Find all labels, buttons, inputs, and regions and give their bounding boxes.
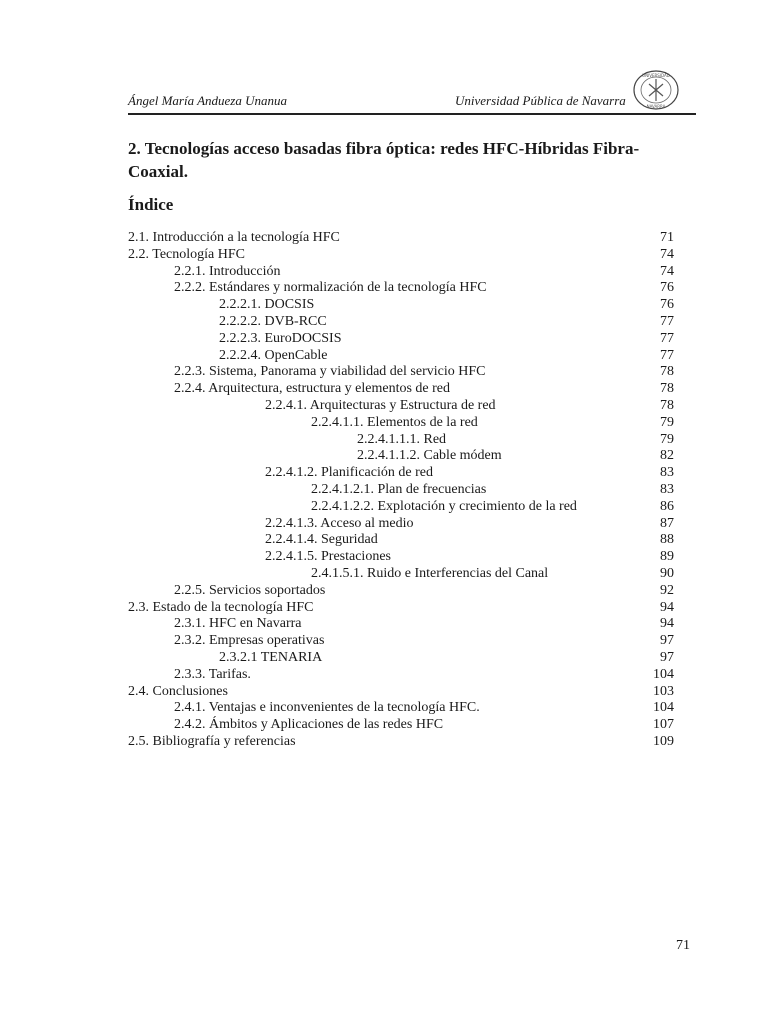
author-name: Ángel María Andueza Unanua <box>128 93 287 108</box>
toc-entry-label: 2.2. Tecnología HFC <box>128 246 245 262</box>
toc-entry <box>128 650 674 667</box>
toc-entry <box>128 600 674 617</box>
toc-entry <box>128 482 674 499</box>
university-name: Universidad Pública de Navarra <box>455 93 626 108</box>
toc-entry-page: 77 <box>660 330 674 346</box>
toc-entry-page: 78 <box>660 397 674 413</box>
toc-entry <box>128 499 674 516</box>
toc-entry-page: 97 <box>660 649 674 665</box>
toc-entry <box>128 532 674 549</box>
toc-entry-page: 104 <box>653 666 674 682</box>
toc-entry-page: 83 <box>660 481 674 497</box>
toc-entry <box>128 415 674 432</box>
toc-entry <box>128 700 674 717</box>
toc-entry-label: 2.4.1. Ventajas e inconvenientes de la tecnología HFC. <box>174 700 480 716</box>
toc-entry <box>128 432 674 449</box>
toc-entry <box>128 633 674 650</box>
page-header <box>128 73 684 112</box>
toc-entry-label: 2.2.4.1.1. Elementos de la red <box>311 414 478 430</box>
toc-entry-page: 92 <box>660 582 674 598</box>
chapter-title: 2. Tecnologías acceso basadas fibra óptica: redes HFC-Híbridas Fibra-Coaxial. <box>128 139 640 181</box>
toc-entry <box>128 398 674 415</box>
toc-entry-label: 2.4. Conclusiones <box>128 683 228 699</box>
toc-entry <box>128 264 674 281</box>
toc-entry-page: 107 <box>653 717 674 733</box>
toc-entry-label: 2.5. Bibliografía y referencias <box>128 733 296 749</box>
svg-text:UNIVERSIDAD: UNIVERSIDAD <box>642 73 670 78</box>
toc-entry-label: 2.2.1. Introducción <box>174 263 281 279</box>
toc-entry <box>128 516 674 533</box>
toc-entry-page: 79 <box>660 431 674 447</box>
toc-entry <box>128 583 674 600</box>
toc-entry-label: 2.3.2. Empresas operativas <box>174 633 325 649</box>
toc-entry-page: 89 <box>660 549 674 565</box>
toc-entry <box>128 448 674 465</box>
toc-entry-page: 88 <box>660 532 674 548</box>
toc-entry-label: 2.2.2.4. OpenCable <box>219 347 328 363</box>
toc-entry-page: 87 <box>660 515 674 531</box>
toc-entry-label: 2.2.4.1.2. Planificación de red <box>265 465 433 481</box>
toc-entry-page: 82 <box>660 448 674 464</box>
toc-entry-page: 77 <box>660 313 674 329</box>
toc-entry <box>128 280 674 297</box>
toc-entry <box>128 331 674 348</box>
toc-entry-label: 2.4.1.5.1. Ruido e Interferencias del Canal <box>311 565 549 581</box>
toc-entry <box>128 381 674 398</box>
toc-entry-page: 94 <box>660 616 674 632</box>
toc-entry-label: 2.2.2.3. EuroDOCSIS <box>219 330 342 346</box>
toc-entry-page: 79 <box>660 414 674 430</box>
toc-entry <box>128 717 674 734</box>
toc-entry-page: 76 <box>660 280 674 296</box>
university-seal <box>631 68 681 112</box>
toc-entry-label: 2.2.4.1.5. Prestaciones <box>265 549 391 565</box>
toc-entry-label: 2.2.4.1. Arquitecturas y Estructura de red <box>265 397 496 413</box>
toc-entry-label: 2.2.2. Estándares y normalización de la tecnología HFC <box>174 280 487 296</box>
table-of-contents <box>128 230 674 751</box>
toc-entry-page: 109 <box>653 733 674 749</box>
toc-entry <box>128 348 674 365</box>
toc-entry <box>128 230 674 247</box>
toc-entry-page: 86 <box>660 498 674 514</box>
toc-entry <box>128 566 674 583</box>
toc-entry-label: 2.2.4. Arquitectura, estructura y elementos de red <box>174 381 451 397</box>
toc-entry-label: 2.2.4.1.1.2. Cable módem <box>357 448 502 464</box>
toc-entry-label: 2.3. Estado de la tecnología HFC <box>128 599 314 615</box>
toc-entry-page: 97 <box>660 633 674 649</box>
toc-entry-page: 74 <box>660 246 674 262</box>
svg-text:NAVARRA: NAVARRA <box>646 104 666 109</box>
toc-entry-page: 94 <box>660 599 674 615</box>
toc-entry-page: 77 <box>660 347 674 363</box>
toc-entry-page: 74 <box>660 263 674 279</box>
toc-entry-label: 2.3.1. HFC en Navarra <box>174 616 302 632</box>
toc-entry <box>128 465 674 482</box>
toc-entry-page: 103 <box>653 683 674 699</box>
toc-entry-page: 78 <box>660 364 674 380</box>
toc-entry-page: 71 <box>660 230 674 245</box>
toc-entry <box>128 684 674 701</box>
index-heading: Índice <box>128 195 174 214</box>
toc-entry <box>128 297 674 314</box>
toc-entry-label: 2.4.2. Ámbitos y Aplicaciones de las redes HFC <box>174 717 444 733</box>
toc-entry-label: 2.2.3. Sistema, Panorama y viabilidad del servicio HFC <box>174 364 486 380</box>
toc-entry-label: 2.3.3. Tarifas. <box>174 666 251 682</box>
toc-entry-label: 2.2.5. Servicios soportados <box>174 582 326 598</box>
header-rule <box>128 113 696 115</box>
toc-entry-label: 2.2.4.1.3. Acceso al medio <box>265 515 414 531</box>
toc-entry-page: 104 <box>653 700 674 716</box>
toc-entry-label: 2.2.4.1.2.2. Explotación y crecimiento de la red <box>311 498 577 514</box>
toc-entry-page: 83 <box>660 465 674 481</box>
toc-entry <box>128 667 674 684</box>
toc-entry <box>128 364 674 381</box>
page-number: 71 <box>676 938 690 953</box>
toc-entry <box>128 616 674 633</box>
toc-entry-label: 2.3.2.1 TENARIA <box>219 649 323 665</box>
toc-entry-page: 78 <box>660 381 674 397</box>
toc-entry-label: 2.1. Introducción a la tecnología HFC <box>128 230 340 245</box>
toc-entry-label: 2.2.2.2. DVB-RCC <box>219 313 327 329</box>
toc-entry-label: 2.2.4.1.4. Seguridad <box>265 532 378 548</box>
toc-entry <box>128 549 674 566</box>
toc-entry <box>128 314 674 331</box>
toc-entry <box>128 247 674 264</box>
toc-entry-page: 90 <box>660 565 674 581</box>
toc-entry-label: 2.2.4.1.1.1. Red <box>357 431 447 447</box>
toc-entry <box>128 734 674 751</box>
toc-entry-label: 2.2.4.1.2.1. Plan de frecuencias <box>311 481 487 497</box>
toc-entry-page: 76 <box>660 297 674 313</box>
toc-entry-label: 2.2.2.1. DOCSIS <box>219 297 315 313</box>
